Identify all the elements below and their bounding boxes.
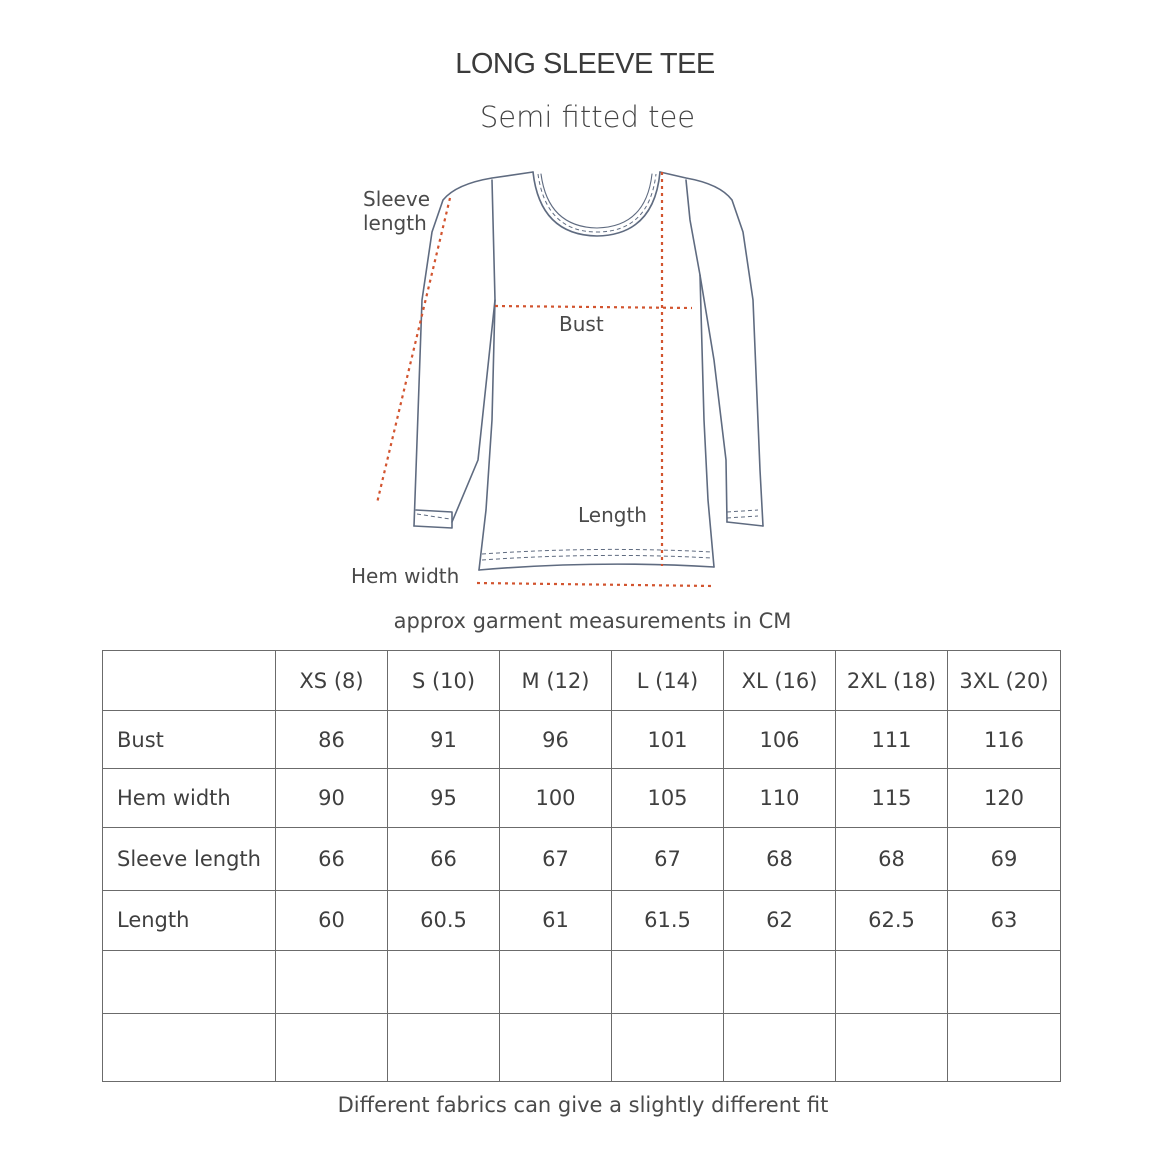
measurement-value-cell: 67: [612, 828, 724, 890]
measurement-value-cell: 69: [948, 828, 1061, 890]
measurement-value-cell: 90: [276, 769, 388, 828]
tee-cuff-stitch-left: [417, 514, 450, 519]
table-row: [103, 828, 1061, 890]
measurement-value-cell: 61.5: [612, 890, 724, 950]
size-table: [102, 650, 1061, 1082]
measurement-name-cell: Sleeve length: [103, 828, 276, 890]
sleeve-length-label-text: Sleeve length: [363, 187, 431, 235]
measurements-caption: approx garment measurements in CM: [393, 609, 792, 633]
table-corner-cell: [103, 651, 276, 711]
tee-hem-stitch-1: [482, 549, 712, 554]
measurement-value-cell: 91: [388, 711, 500, 769]
table-header-row: [103, 651, 1061, 711]
measurement-value-cell: 120: [948, 769, 1061, 828]
measurement-value-cell: 105: [612, 769, 724, 828]
measurement-value-cell: [388, 950, 500, 1013]
measurement-name-cell: Hem width: [103, 769, 276, 828]
tee-neckline: [533, 172, 660, 236]
measurement-value-cell: [276, 950, 388, 1013]
tee-hem-stitch-2: [482, 555, 712, 560]
sleeve-length-label: [363, 187, 430, 235]
size-header-cell: XS (8): [276, 651, 388, 711]
table-row: [103, 1013, 1061, 1081]
measurement-value-cell: [500, 1013, 612, 1081]
measurement-value-cell: [276, 1013, 388, 1081]
measurement-value-cell: [948, 1013, 1061, 1081]
table-row: [103, 950, 1061, 1013]
measurement-value-cell: 95: [388, 769, 500, 828]
measurement-name-cell: [103, 1013, 276, 1081]
tee-cuff-left: [414, 510, 452, 528]
bust-label: Bust: [559, 312, 604, 336]
measurement-value-cell: 86: [276, 711, 388, 769]
chart-title: LONG SLEEVE TEE: [455, 48, 715, 80]
tee-cuff-stitch-right: [727, 510, 758, 512]
measurement-value-cell: 116: [948, 711, 1061, 769]
measurement-value-cell: 110: [724, 769, 836, 828]
measurement-name-cell: [103, 950, 276, 1013]
measurement-value-cell: 100: [500, 769, 612, 828]
table-row: [103, 711, 1061, 769]
measurement-value-cell: 101: [612, 711, 724, 769]
measurement-value-cell: 63: [948, 890, 1061, 950]
table-row: [103, 769, 1061, 828]
tee-cuff-stitch-right-2: [727, 516, 758, 518]
measurement-value-cell: 62.5: [836, 890, 948, 950]
chart-subtitle: Semi fitted tee: [479, 100, 696, 134]
measurement-name-cell: Length: [103, 890, 276, 950]
size-header-cell: XL (16): [724, 651, 836, 711]
tee-hem: [479, 564, 714, 570]
measurement-value-cell: 68: [836, 828, 948, 890]
tee-outline-left: [414, 172, 533, 526]
tee-cuff-right: [727, 522, 763, 526]
measurement-value-cell: 115: [836, 769, 948, 828]
measurement-value-cell: [836, 1013, 948, 1081]
measurement-value-cell: 66: [388, 828, 500, 890]
measurement-name-cell: Bust: [103, 711, 276, 769]
sleeve-length-line: [377, 198, 450, 503]
table-row: [103, 890, 1061, 950]
hem-width-line: [477, 583, 711, 586]
size-header-cell: L (14): [612, 651, 724, 711]
measurement-value-cell: [612, 950, 724, 1013]
measurement-value-cell: 67: [500, 828, 612, 890]
measurement-value-cell: [724, 950, 836, 1013]
measurement-value-cell: 66: [276, 828, 388, 890]
tee-neckband: [541, 174, 652, 228]
measurement-value-cell: 60.5: [388, 890, 500, 950]
measurement-value-cell: 61: [500, 890, 612, 950]
measurement-value-cell: [836, 950, 948, 1013]
measurement-value-cell: 62: [724, 890, 836, 950]
measurement-value-cell: 60: [276, 890, 388, 950]
length-label: Length: [578, 503, 647, 527]
measurement-value-cell: [612, 1013, 724, 1081]
hem-width-label: Hem width: [351, 564, 460, 588]
size-header-cell: 2XL (18): [836, 651, 948, 711]
measurement-value-cell: [724, 1013, 836, 1081]
measurement-value-cell: [500, 950, 612, 1013]
size-header-cell: M (12): [500, 651, 612, 711]
measurement-value-cell: 68: [724, 828, 836, 890]
measurement-value-cell: 96: [500, 711, 612, 769]
size-header-cell: 3XL (20): [948, 651, 1061, 711]
measurement-value-cell: [388, 1013, 500, 1081]
measurement-value-cell: [948, 950, 1061, 1013]
size-header-cell: S (10): [388, 651, 500, 711]
fit-note: Different fabrics can give a slightly different fit: [337, 1093, 829, 1117]
measurement-value-cell: 106: [724, 711, 836, 769]
measurement-value-cell: 111: [836, 711, 948, 769]
